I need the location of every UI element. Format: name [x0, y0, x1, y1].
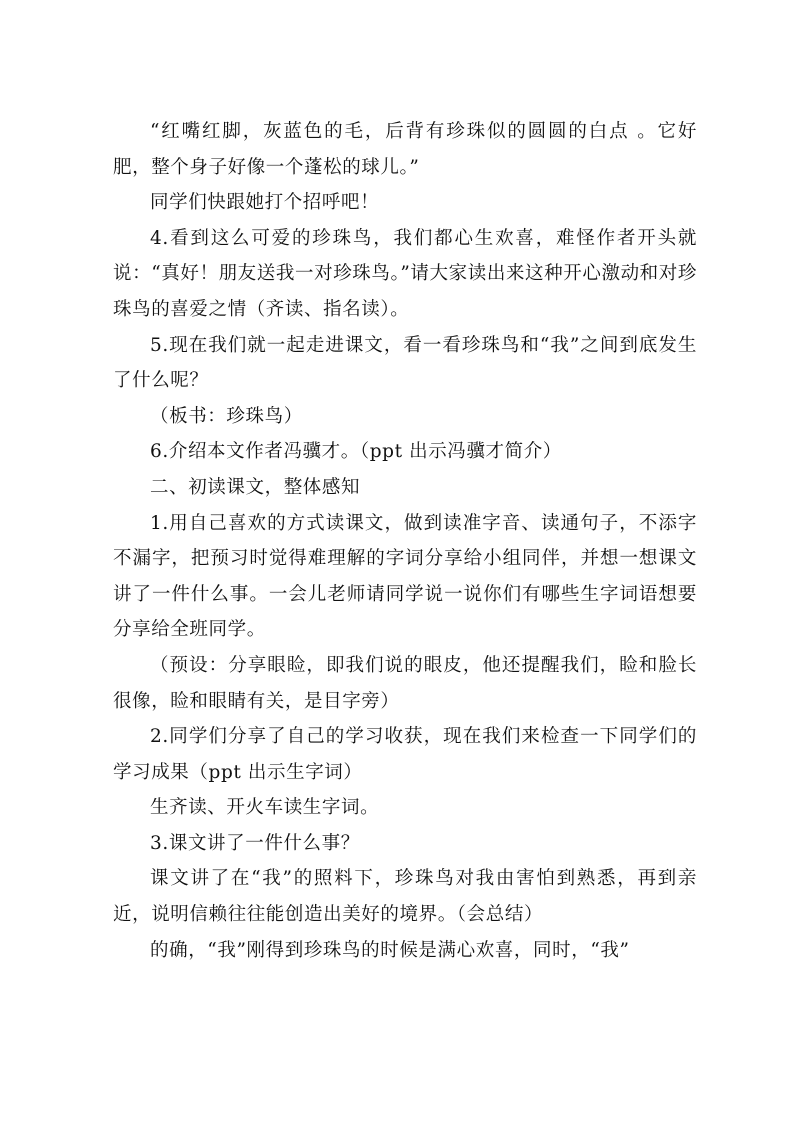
paragraph-step-5: 5.现在我们就一起走进课文，看一看珍珠鸟和“我”之间到底发生了什么呢？ — [113, 334, 697, 392]
paragraph-preset-note: （预设：分享眼睑，即我们说的眼皮，他还提醒我们，睑和脸长很像，睑和眼睛有关，是目字旁） — [113, 654, 697, 712]
paragraph-summary: 课文讲了在“我”的照料下，珍珠鸟对我由害怕到熟悉，再到亲近，说明信赖往往能创造出美好的境界。（会总结） — [113, 868, 697, 926]
paragraph-board-note: （板书：珍珠鸟） — [150, 405, 303, 427]
paragraph-continuation: 的确，“我”刚得到珍珠鸟的时候是满心欢喜，同时，“我” — [150, 939, 630, 961]
paragraph-step-6: 6.介绍本文作者冯骥才。（ppt 出示冯骥才简介） — [150, 441, 562, 463]
section-heading-first-reading: 二、初读课文，整体感知 — [150, 476, 361, 498]
paragraph-read-aloud: 生齐读、开火车读生字词。 — [150, 797, 380, 819]
paragraph-greeting: 同学们快跟她打个招呼吧！ — [150, 192, 380, 214]
paragraph-reading-step-1: 1.用自己喜欢的方式读课文，做到读准字音、读通句子，不添字不漏字，把预习时觉得难理解的字词分享给小组同伴，并想一想课文讲了一件什么事。一会儿老师请同学说一说你们有哪些生字词语想要分享给全班同学。 — [113, 512, 697, 641]
paragraph-reading-step-3: 3.课文讲了一件什么事？ — [150, 832, 360, 854]
paragraph-bird-description: “红嘴红脚，灰蓝色的毛，后背有珍珠似的圆圆的白点 。它好肥，整个身子好像一个蓬松的球儿。” — [113, 121, 697, 178]
paragraph-step-4: 4.看到这么可爱的珍珠鸟，我们都心生欢喜，难怪作者开头就说：“真好！朋友送我一对珍珠鸟。”请大家读出来这种开心激动和对珍珠鸟的喜爱之情（齐读、指名读）。 — [113, 227, 697, 320]
paragraph-reading-step-2: 2.同学们分享了自己的学习收获，现在我们来检查一下同学们的学习成果（ppt 出示生字词） — [113, 726, 697, 783]
document-body — [113, 114, 697, 968]
